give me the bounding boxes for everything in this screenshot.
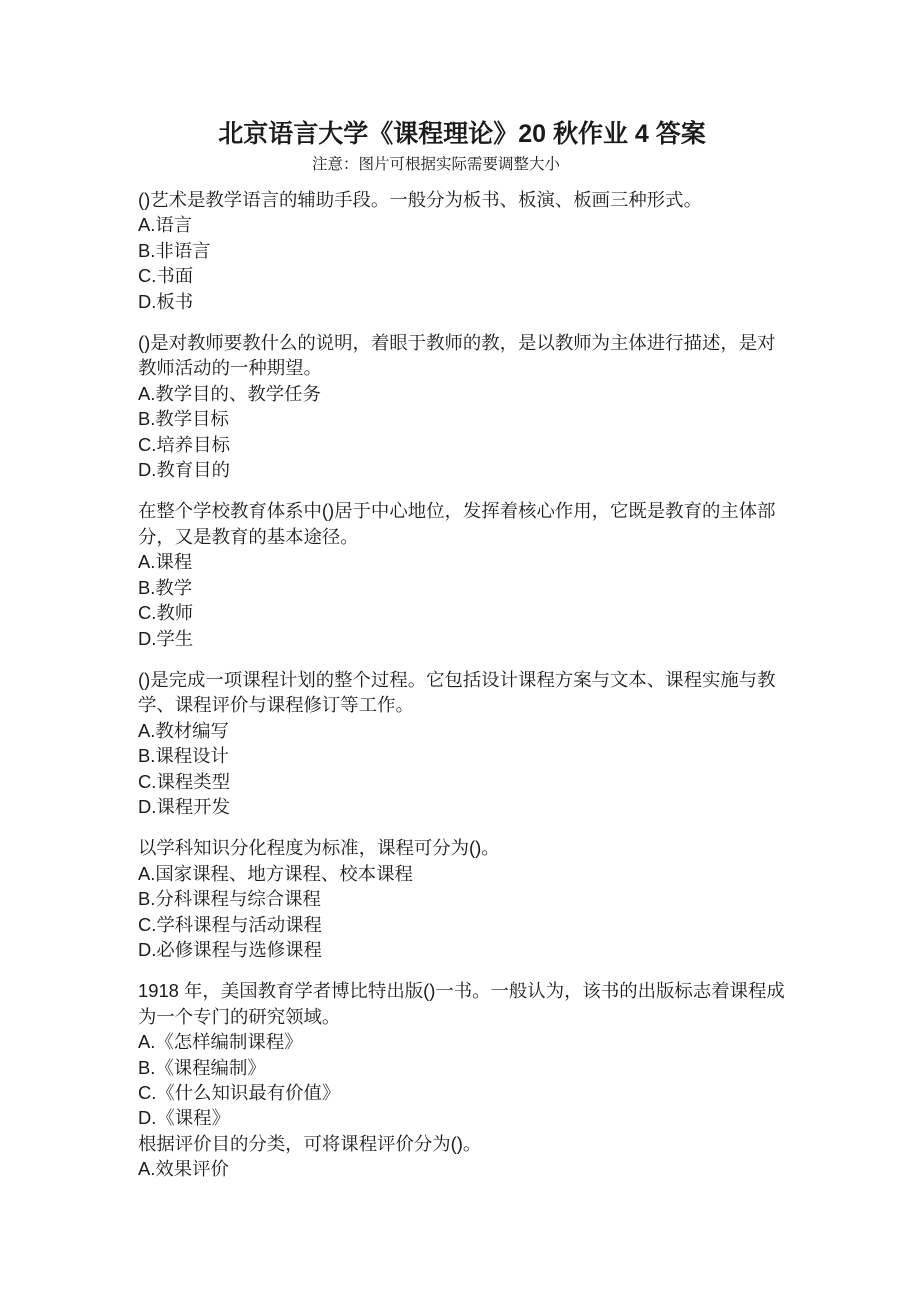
question-block — [138, 978, 786, 1130]
question-option: A.《怎样编制课程》 — [138, 1031, 303, 1053]
document-body — [138, 116, 786, 1198]
question-option: B.《课程编制》 — [138, 1056, 266, 1078]
questions — [138, 187, 786, 1182]
question-option: D.学生 — [138, 627, 194, 649]
question-block — [138, 667, 786, 819]
question-stem-line: 学、课程评价与课程修订等工作。 — [138, 694, 414, 716]
question-option: D.教育目的 — [138, 459, 230, 481]
question-stem-line: ()是完成一项课程计划的整个过程。它包括设计课程方案与文本、课程实施与教 — [138, 668, 776, 690]
question-option: C.学科课程与活动课程 — [138, 913, 322, 935]
question-block — [138, 187, 786, 314]
question-option: C.《什么知识最有价值》 — [138, 1082, 341, 1103]
question-option: A.效果评价 — [138, 1158, 229, 1180]
question-stem-line: 教师活动的一种期望。 — [138, 357, 322, 379]
question-option: A.语言 — [138, 214, 193, 236]
note-line: 注意：图片可根据实际需要调整大小 — [311, 156, 560, 173]
question-option: C.培养目标 — [138, 433, 230, 455]
question-option: A.课程 — [138, 551, 193, 573]
question-option: A.教学目的、教学任务 — [138, 382, 321, 404]
question-option: D.必修课程与选修课程 — [138, 938, 322, 960]
question-stem-line: 根据评价目的分类，可将课程评价分为()。 — [138, 1132, 482, 1154]
question-option: D.课程开发 — [138, 795, 230, 817]
question-option: B.非语言 — [138, 239, 211, 261]
page-title: 北京语言大学《课程理论》20 秋作业 4 答案 — [218, 120, 706, 148]
question-option: D.《课程》 — [138, 1107, 230, 1129]
question-option: B.分科课程与综合课程 — [138, 888, 321, 910]
question-stem-line: 在整个学校教育体系中()居于中心地位，发挥着核心作用，它既是教育的主体部 — [138, 500, 776, 522]
question-option: A.国家课程、地方课程、校本课程 — [138, 862, 413, 884]
question-stem-line: 以学科知识分化程度为标准，课程可分为()。 — [138, 837, 500, 859]
question-block — [138, 1131, 786, 1182]
question-option: B.教学 — [138, 576, 193, 598]
question-stem-line: ()是对教师要教什么的说明，着眼于教师的教，是以教师为主体进行描述，是对 — [138, 332, 776, 354]
question-block — [138, 835, 786, 962]
question-option: C.教师 — [138, 602, 194, 624]
question-option: B.课程设计 — [138, 745, 229, 767]
question-stem-line: 1918 年，美国教育学者博比特出版()一书。一般认为，该书的出版标志着课程成 — [138, 980, 785, 1002]
question-block — [138, 498, 786, 650]
question-stem-line: ()艺术是教学语言的辅助手段。一般分为板书、板演、板画三种形式。 — [138, 189, 702, 210]
question-block — [138, 330, 786, 482]
question-stem-line: 分，又是教育的基本途径。 — [138, 525, 359, 547]
question-option: D.板书 — [138, 290, 194, 312]
question-option: C.书面 — [138, 265, 194, 287]
question-stem-line: 为一个专门的研究领域。 — [138, 1005, 341, 1027]
question-option: A.教材编写 — [138, 719, 229, 741]
question-option: B.教学目标 — [138, 408, 229, 430]
question-option: C.课程类型 — [138, 770, 230, 792]
